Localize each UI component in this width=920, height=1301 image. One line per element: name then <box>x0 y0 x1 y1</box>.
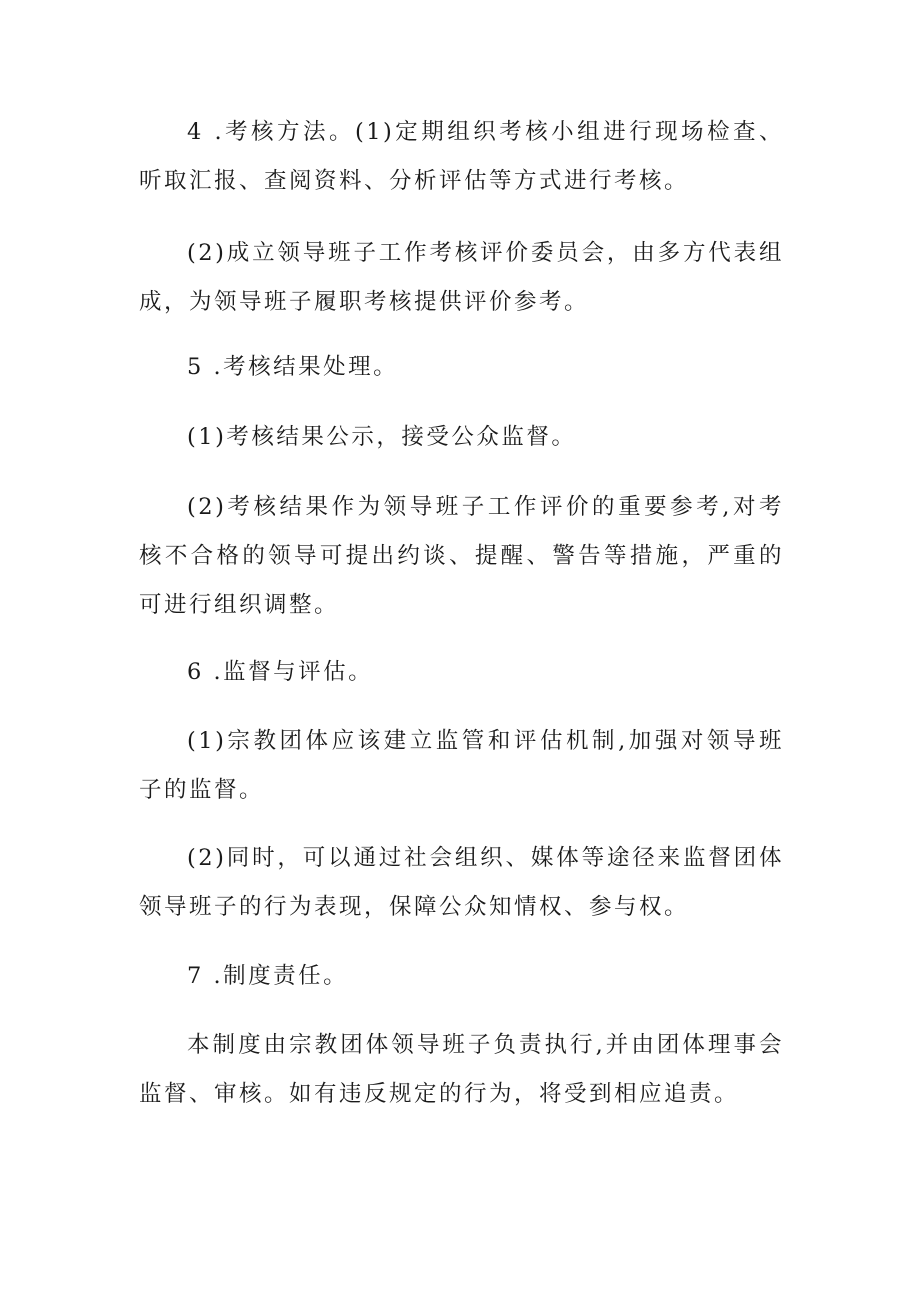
paragraph-responsibility: 本制度由宗教团体领导班子负责执行,并由团体理事会监督、审核。如有违反规定的行为，将受到相应追责。 <box>139 1032 784 1107</box>
paragraph-result-publicity: (1)考核结果公示，接受公众监督。 <box>187 424 577 450</box>
paragraph-supervision-mechanism: (1)宗教团体应该建立监管和评估机制,加强对领导班子的监督。 <box>139 728 784 803</box>
heading-system-responsibility: 7 .制度责任。 <box>187 963 349 989</box>
heading-result-handling: 5 .考核结果处理。 <box>187 354 399 380</box>
paragraph-assessment-method: 4 .考核方法。(1)定期组织考核小组进行现场检查、听取汇报、查阅资料、分析评估等方式进行考核。 <box>139 119 784 194</box>
paragraph-result-usage: (2)考核结果作为领导班子工作评价的重要参考,对考核不合格的领导可提出约谈、提醒、警告等措施，严重的可进行组织调整。 <box>139 494 784 618</box>
paragraph-public-supervision: (2)同时，可以通过社会组织、媒体等途径来监督团体领导班子的行为表现，保障公众知情权、参与权。 <box>139 845 784 920</box>
paragraph-evaluation-committee: (2)成立领导班子工作考核评价委员会，由多方代表组成，为领导班子履职考核提供评价参考。 <box>139 240 784 315</box>
heading-supervision-evaluation: 6 .监督与评估。 <box>187 659 374 685</box>
